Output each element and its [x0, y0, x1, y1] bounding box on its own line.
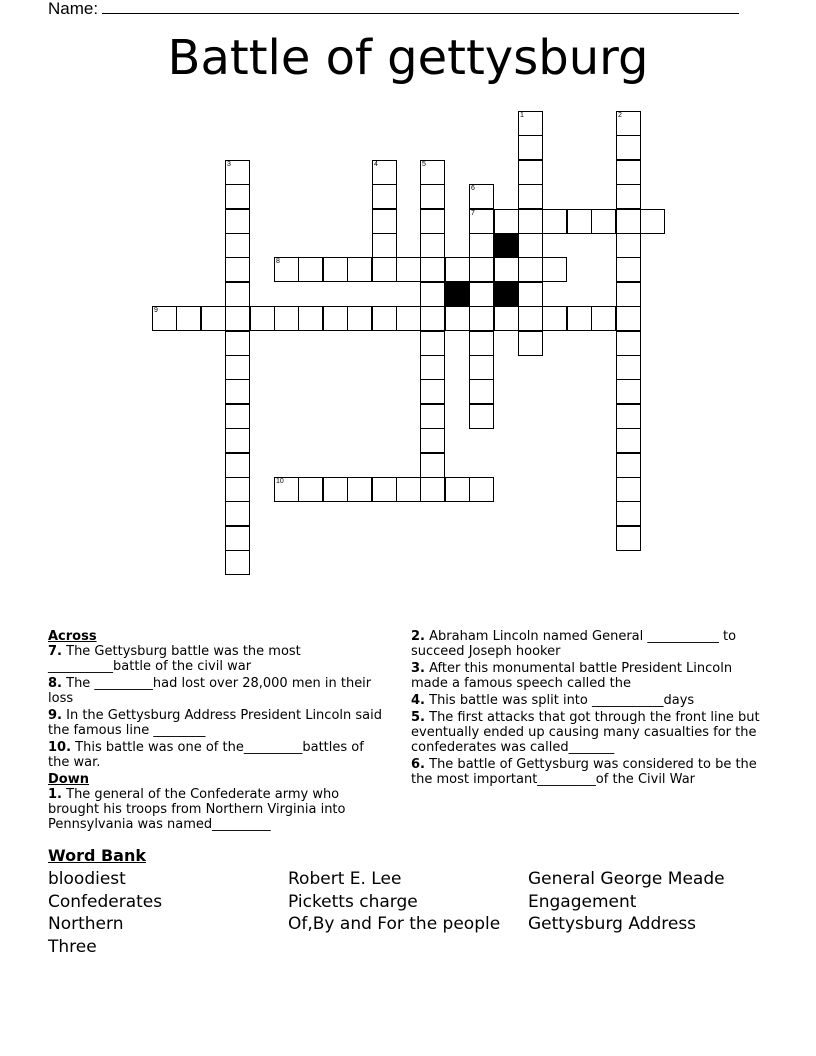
crossword-cell[interactable]: [518, 257, 543, 282]
clue-text: Abraham Lincoln named General ___________ to succeed Joseph hooker: [411, 629, 737, 659]
clue-number: 7.: [48, 644, 62, 659]
word-bank-item: Three: [48, 937, 97, 958]
word-bank-column: [288, 868, 500, 936]
crossword-cell[interactable]: [616, 526, 641, 551]
word-bank-item: Of,By and For the people: [288, 914, 501, 935]
crossword-cell[interactable]: [420, 477, 445, 502]
crossword-cell[interactable]: [494, 209, 519, 234]
crossword-cell[interactable]: [225, 477, 250, 502]
crossword-cell[interactable]: [225, 184, 250, 209]
crossword-cell[interactable]: [372, 184, 397, 209]
word-bank-item: bloodiest: [48, 869, 126, 889]
crossword-cell[interactable]: [420, 404, 445, 429]
word-bank-column: [48, 868, 162, 959]
crossword-cell[interactable]: [298, 257, 323, 282]
crossword-cell[interactable]: [518, 331, 543, 356]
crossword-cell[interactable]: [323, 257, 348, 282]
clue-item: [411, 757, 763, 787]
crossword-cell[interactable]: [225, 209, 250, 234]
clue-number: 4.: [411, 693, 425, 708]
crossword-cell[interactable]: [616, 453, 641, 478]
clue-item: [411, 661, 763, 691]
crossword-cell[interactable]: [372, 209, 397, 234]
crossword-cell[interactable]: [616, 306, 641, 331]
crossword-cell[interactable]: [616, 282, 641, 307]
crossword-cell[interactable]: [469, 404, 494, 429]
crossword-cell[interactable]: [469, 355, 494, 380]
crossword-cell[interactable]: [298, 477, 323, 502]
crossword-cell[interactable]: [640, 209, 665, 234]
crossword-cell[interactable]: [372, 160, 397, 185]
crossword-cell[interactable]: [494, 257, 519, 282]
crossword-cell[interactable]: [372, 477, 397, 502]
clue-number: 3.: [411, 661, 425, 676]
word-bank-item: Gettysburg Address: [528, 914, 697, 935]
down-clue-list: [48, 787, 388, 832]
word-bank-title: Word Bank: [48, 846, 147, 865]
clue-number: 8.: [48, 676, 62, 691]
crossword-cell[interactable]: [591, 209, 616, 234]
word-bank-item: Robert E. Lee: [288, 869, 402, 889]
crossword-cell[interactable]: [396, 306, 421, 331]
crossword-cell[interactable]: [225, 428, 250, 453]
cell-number: 1: [520, 112, 524, 119]
crossword-cell[interactable]: [616, 501, 641, 526]
crossword-cell[interactable]: [469, 184, 494, 209]
crossword-cell[interactable]: [323, 306, 348, 331]
clue-text: The battle of Gettysburg was considered to be the the most important_________of the Civil War: [411, 757, 757, 787]
cell-number: 9: [154, 307, 158, 314]
clue-number: 1.: [48, 787, 62, 802]
crossword-cell[interactable]: [420, 331, 445, 356]
crossword-cell[interactable]: [420, 257, 445, 282]
crossword-cell[interactable]: [616, 428, 641, 453]
crossword-cell[interactable]: [542, 306, 567, 331]
word-bank-item: General George Meade: [528, 869, 725, 889]
clue-text: The _________had lost over 28,000 men in their loss: [48, 676, 372, 706]
clue-item: [411, 693, 763, 708]
crossword-cell[interactable]: [372, 233, 397, 258]
crossword-cell[interactable]: [420, 209, 445, 234]
crossword-cell[interactable]: [518, 135, 543, 160]
crossword-cell[interactable]: [152, 306, 177, 331]
crossword-cell[interactable]: [225, 550, 250, 575]
clue-text: The Gettysburg battle was the most __________battle of the civil war: [48, 644, 301, 674]
crossword-cell[interactable]: [616, 355, 641, 380]
across-heading: Across: [48, 629, 97, 644]
crossword-cell[interactable]: [616, 135, 641, 160]
crossword-cell[interactable]: [420, 160, 445, 185]
crossword-cell[interactable]: [225, 282, 250, 307]
crossword-cell[interactable]: [469, 306, 494, 331]
clue-text: The general of the Confederate army who brought his troops from Northern Virginia into Pennsylvania was named_________: [48, 787, 346, 832]
crossword-cell[interactable]: [518, 184, 543, 209]
cell-number: 6: [471, 185, 475, 192]
crossword-cell[interactable]: [445, 477, 470, 502]
crossword-cell[interactable]: [347, 257, 372, 282]
clue-item: [48, 676, 388, 706]
clue-item: [411, 710, 763, 755]
word-bank-item: Confederates: [48, 891, 163, 912]
crossword-cell[interactable]: [420, 453, 445, 478]
crossword-cell[interactable]: [542, 257, 567, 282]
crossword-cell[interactable]: [201, 306, 226, 331]
clue-item: [48, 787, 388, 832]
blocked-cell: [494, 282, 519, 307]
crossword-cell[interactable]: [616, 404, 641, 429]
crossword-cell[interactable]: [445, 257, 470, 282]
crossword-cell[interactable]: [420, 233, 445, 258]
clue-number: 10.: [48, 740, 72, 755]
clue-number: 9.: [48, 708, 62, 723]
crossword-cell[interactable]: [518, 306, 543, 331]
crossword-cell[interactable]: [494, 306, 519, 331]
word-bank-item: Northern: [48, 914, 124, 935]
crossword-cell[interactable]: [420, 379, 445, 404]
crossword-cell[interactable]: [445, 306, 470, 331]
crossword-cell[interactable]: [591, 306, 616, 331]
word-bank-column: [528, 868, 725, 936]
clue-number: 2.: [411, 629, 425, 644]
crossword-cell[interactable]: [469, 282, 494, 307]
crossword-cell[interactable]: [469, 379, 494, 404]
crossword-cell[interactable]: [176, 306, 201, 331]
crossword-cell[interactable]: [518, 111, 543, 136]
crossword-cell[interactable]: [347, 477, 372, 502]
crossword-cell[interactable]: [420, 184, 445, 209]
crossword-cell[interactable]: [225, 355, 250, 380]
crossword-cell[interactable]: [567, 209, 592, 234]
crossword-cell[interactable]: [225, 160, 250, 185]
crossword-cell[interactable]: [274, 477, 299, 502]
crossword-cell[interactable]: [518, 209, 543, 234]
crossword-cell[interactable]: [225, 233, 250, 258]
page-title: Battle of gettysburg: [167, 30, 649, 86]
crossword-cell[interactable]: [469, 209, 494, 234]
clues-right-column: [411, 629, 763, 789]
clue-text: The first attacks that got through the front line but eventually ended up causing many casualties for the confederates was called_______: [411, 710, 760, 755]
cell-number: 8: [276, 258, 280, 265]
cell-number: 4: [374, 161, 378, 168]
cell-number: 7: [471, 210, 475, 217]
blocked-cell: [494, 233, 519, 258]
crossword-cell[interactable]: [616, 209, 641, 234]
down-clue-list-continued: [411, 629, 763, 787]
crossword-cell[interactable]: [372, 257, 397, 282]
name-label: Name:: [48, 0, 99, 18]
crossword-cell[interactable]: [616, 257, 641, 282]
word-bank-item: Picketts charge: [288, 891, 418, 912]
crossword-cell[interactable]: [225, 306, 250, 331]
crossword-cell[interactable]: [469, 477, 494, 502]
cell-number: 2: [618, 112, 622, 119]
crossword-cell[interactable]: [420, 355, 445, 380]
crossword-cell[interactable]: [469, 257, 494, 282]
crossword-cell[interactable]: [542, 209, 567, 234]
down-heading: Down: [48, 772, 89, 787]
crossword-cell[interactable]: [469, 233, 494, 258]
clue-item: [48, 708, 388, 738]
crossword-cell[interactable]: [274, 306, 299, 331]
word-bank-item: Engagement: [528, 891, 637, 912]
crossword-cell[interactable]: [616, 160, 641, 185]
crossword-cell[interactable]: [323, 477, 348, 502]
clue-item: [48, 740, 388, 770]
crossword-cell[interactable]: [616, 331, 641, 356]
crossword-cell[interactable]: [396, 257, 421, 282]
crossword-cell[interactable]: [616, 111, 641, 136]
crossword-cell[interactable]: [225, 501, 250, 526]
clue-text: This battle was split into ___________days: [429, 693, 695, 708]
clue-text: In the Gettysburg Address President Lincoln said the famous line ________: [48, 708, 382, 738]
crossword-cell[interactable]: [518, 282, 543, 307]
crossword-cell[interactable]: [225, 453, 250, 478]
crossword-cell[interactable]: [616, 477, 641, 502]
clue-number: 6.: [411, 757, 425, 772]
clue-item: [411, 629, 763, 659]
cell-number: 5: [422, 161, 426, 168]
crossword-cell[interactable]: [518, 233, 543, 258]
crossword-cell[interactable]: [274, 257, 299, 282]
crossword-cell[interactable]: [225, 331, 250, 356]
crossword-cell[interactable]: [225, 404, 250, 429]
cell-number: 3: [227, 161, 231, 168]
crossword-cell[interactable]: [616, 379, 641, 404]
crossword-cell[interactable]: [469, 331, 494, 356]
crossword-cell[interactable]: [420, 282, 445, 307]
clues-left-column: [48, 629, 388, 834]
crossword-cell[interactable]: [396, 477, 421, 502]
crossword-cell[interactable]: [347, 306, 372, 331]
crossword-cell[interactable]: [567, 306, 592, 331]
crossword-cell[interactable]: [250, 306, 275, 331]
crossword-cell[interactable]: [616, 184, 641, 209]
clue-number: 5.: [411, 710, 425, 725]
blocked-cell: [445, 282, 470, 307]
clue-text: After this monumental battle President Lincoln made a famous speech called the: [411, 661, 733, 691]
crossword-cell[interactable]: [225, 379, 250, 404]
crossword-cell[interactable]: [420, 428, 445, 453]
crossword-cell[interactable]: [372, 306, 397, 331]
crossword-cell[interactable]: [616, 233, 641, 258]
crossword-cell[interactable]: [420, 306, 445, 331]
across-clue-list: [48, 644, 388, 770]
clue-item: [48, 644, 388, 674]
crossword-cell[interactable]: [225, 526, 250, 551]
crossword-cell[interactable]: [225, 257, 250, 282]
crossword-cell[interactable]: [518, 160, 543, 185]
clue-text: This battle was one of the_________battles of the war.: [48, 740, 364, 770]
crossword-cell[interactable]: [298, 306, 323, 331]
cell-number: 10: [276, 478, 284, 485]
